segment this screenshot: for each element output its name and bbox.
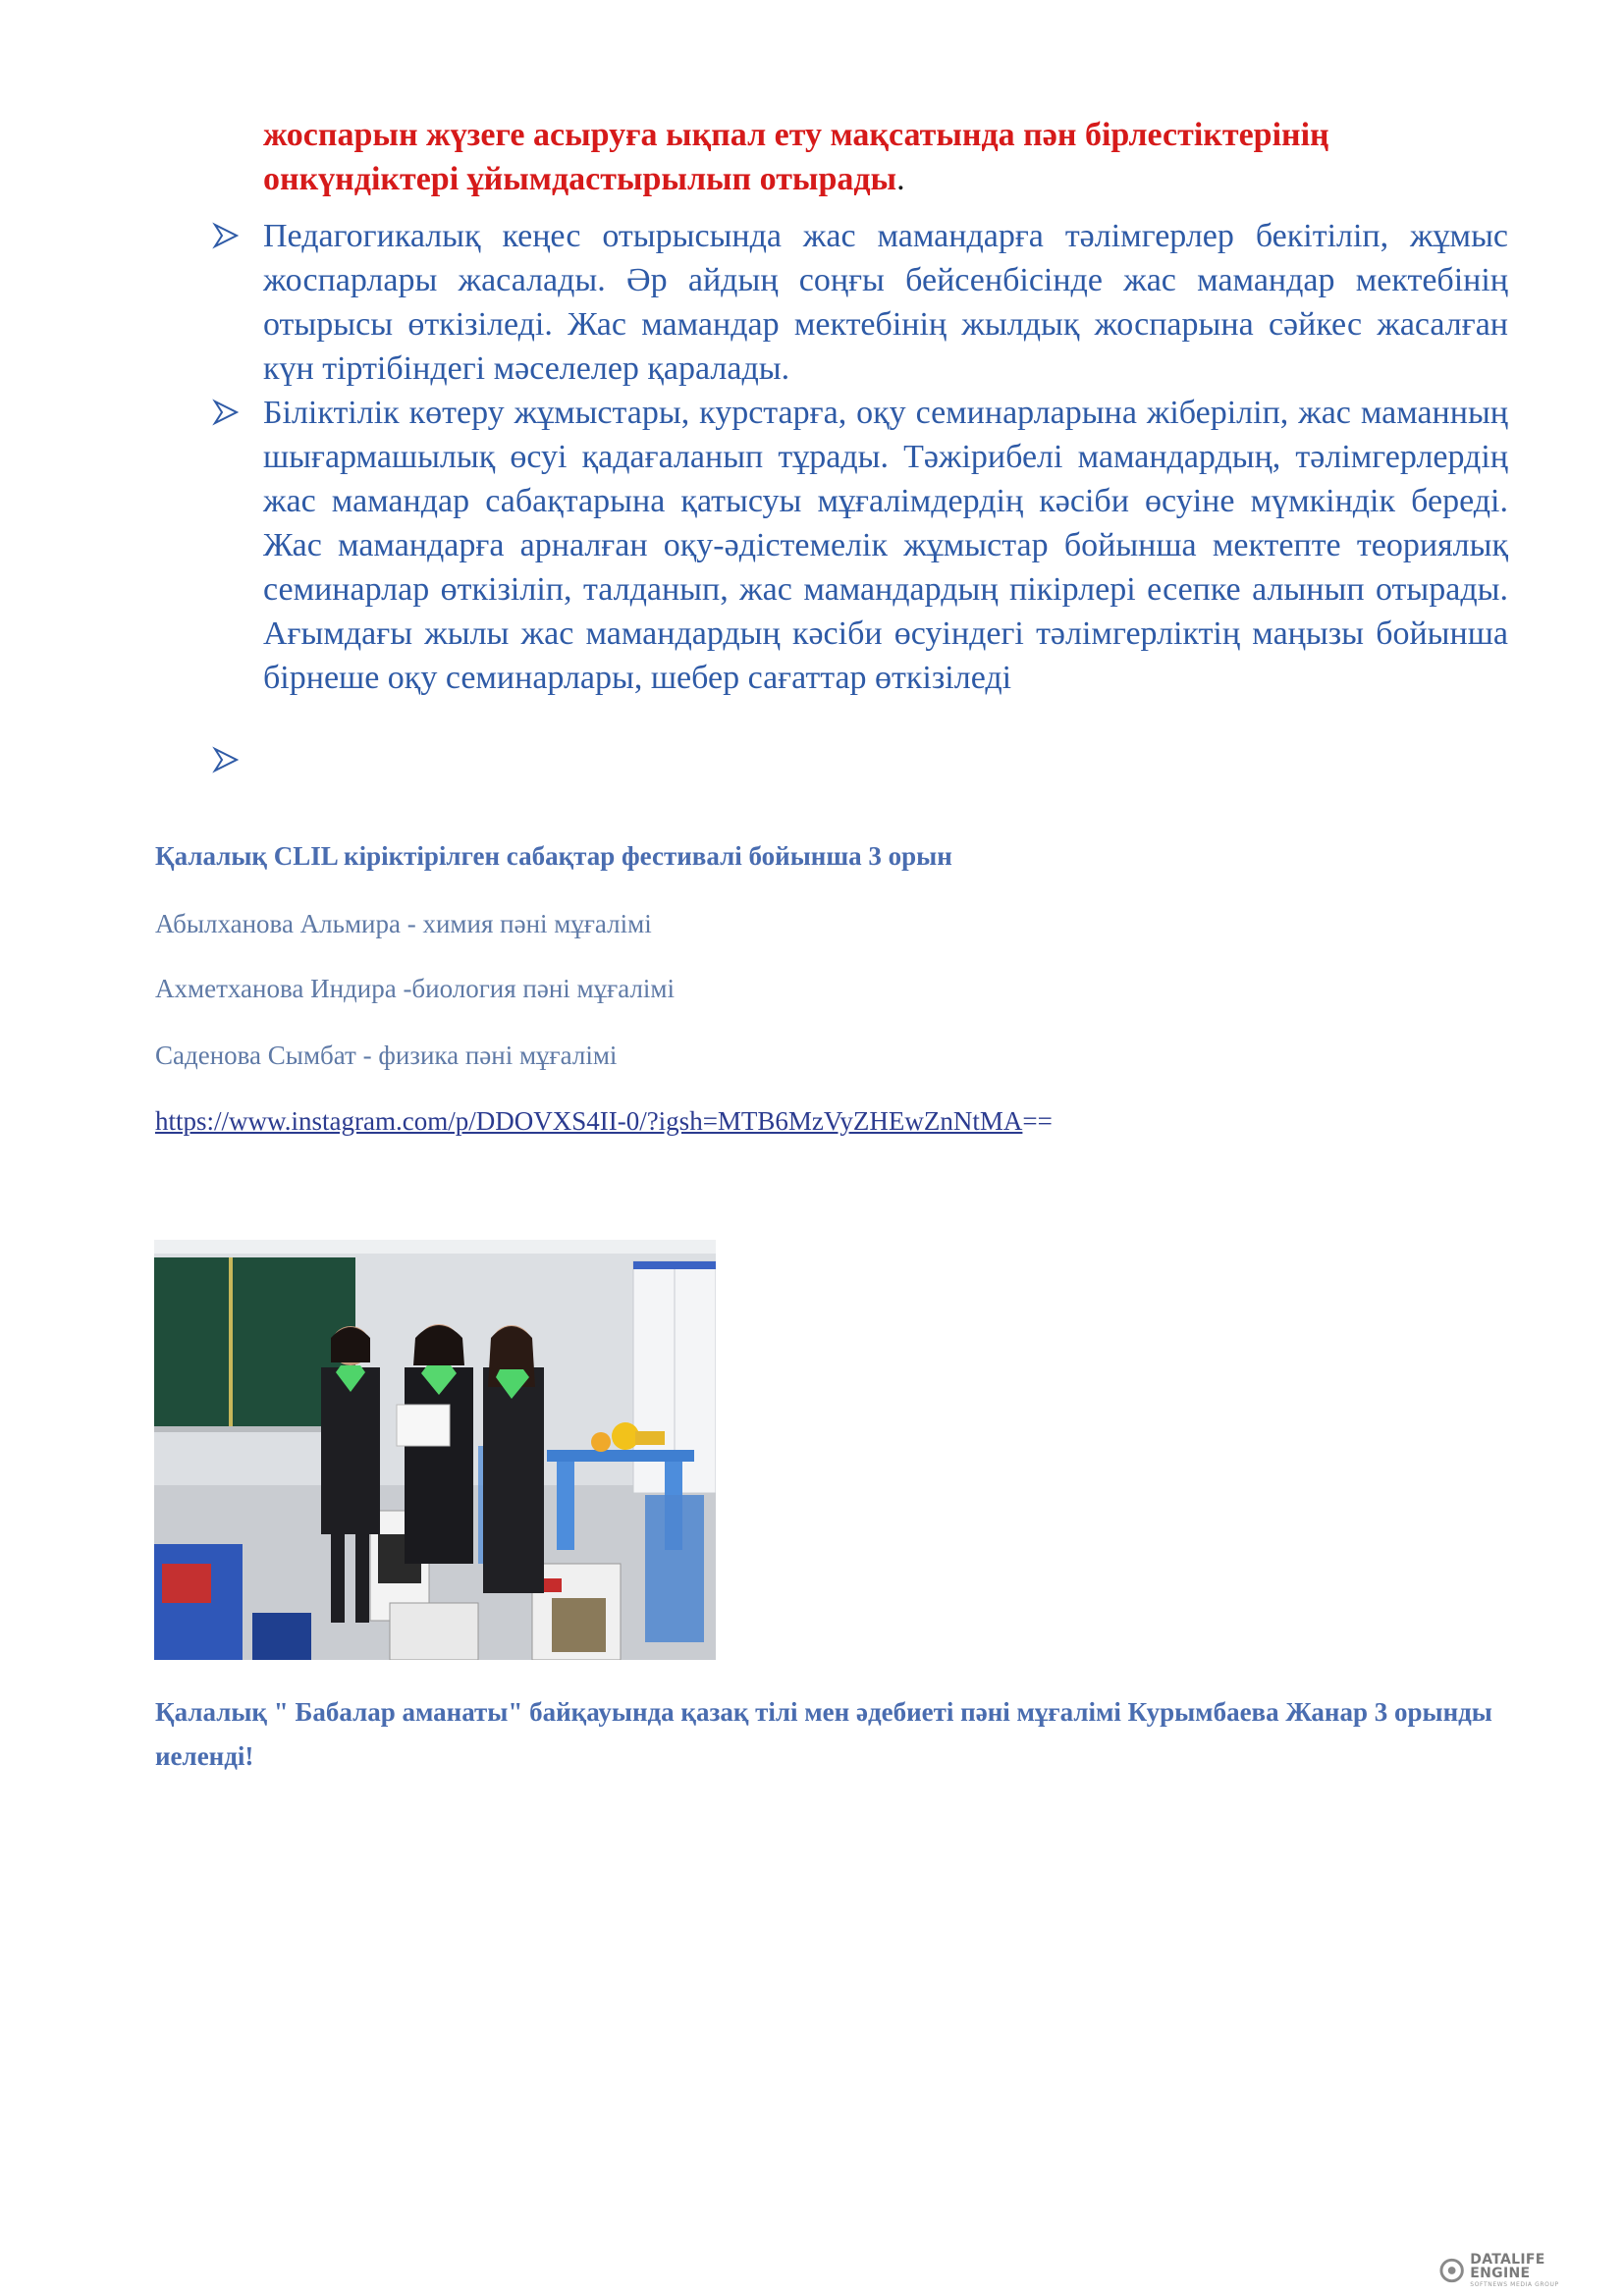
teacher-line: Абылханова Альмира - химия пәні мұғалімі [155, 909, 652, 938]
instagram-link-line [155, 1104, 1053, 1138]
bullet-item-empty [212, 738, 1508, 782]
teacher-line: Ахметханова Индира -биология пәні мұғалімі [155, 974, 676, 1003]
datalife-engine-logo [1439, 2252, 1606, 2288]
arrow-bullet-icon [212, 222, 240, 249]
award-photo-illustration [154, 1240, 716, 1660]
award-photo [154, 1240, 716, 1660]
watermark-name: DATALIFE ENGINE [1470, 2252, 1545, 2281]
watermark-sub: SOFTNEWS MEDIA GROUP [1470, 2281, 1559, 2288]
arrow-bullet-icon [212, 746, 240, 774]
intro-red-text: жоспарын жүзеге асыруға ықпал ету мақсатында пән бірлестіктерінің онкүндіктері ұйымдастырылып отырады [263, 117, 1329, 197]
bullet-text: Біліктілік көтеру жұмыстары, курстарға, оқу семинарларына жіберіліп, жас маманның шығармашылық өсуі қадағаланып тұрады. Тәжірибелі мамандардың, тәлімгерлердің жас мамандар сабақтарына қатысуы мұғалімдердің кәсіби өсуіне мүмкіндік береді. Жас мамандарға арналған оқу-әдістемелік жұмыстар бойынша мектепте теориялық семинарлар өткізіліп, талданып, жас мамандардың пікірлері есепке алынып отырады. Ағымдағы жылы жас мамандардың кәсіби өсуіндегі тәлімгерліктің маңызы бойынша бірнеше оқу семинарлары, шебер сағаттар өткізіледі [263, 395, 1508, 696]
teacher-line: Саденова Сымбат - физика пәні мұғалімі [155, 1041, 618, 1070]
arrow-bullet-icon [212, 399, 240, 426]
link-suffix: == [1022, 1106, 1053, 1136]
instagram-link[interactable]: https://www.instagram.com/p/DDOVXS4II-0/?igsh=MTB6MzVyZHEwZnNtMA [155, 1106, 1023, 1136]
section-heading-babalar: Қалалық " Бабалар аманаты" байқауында қазақ тілі мен әдебиеті пәні мұғалімі Курымбаева Жанар 3 орынды иеленді! [155, 1697, 1492, 1771]
datalife-logo-icon [1439, 2258, 1464, 2283]
intro-paragraph [263, 113, 1508, 201]
intro-end-mark: . [896, 161, 905, 197]
section-heading-clil: Қалалық CLIL кіріктірілген сабақтар фестивалі бойынша 3 орын [155, 841, 952, 871]
bullet-text: Педагогикалық кеңес отырысында жас мамандарға тәлімгерлер бекітіліп, жұмыс жоспарлары жасалады. Әр айдың соңғы бейсенбісінде жас мамандар мектебінің отырысы өткізіледі. Жас мамандар мектебінің жылдық жоспарына сәйкес жасалған күн тіртібіндегі мәселелер қаралады. [263, 218, 1508, 387]
bullet-item [212, 214, 1508, 391]
bullet-item [212, 391, 1508, 700]
